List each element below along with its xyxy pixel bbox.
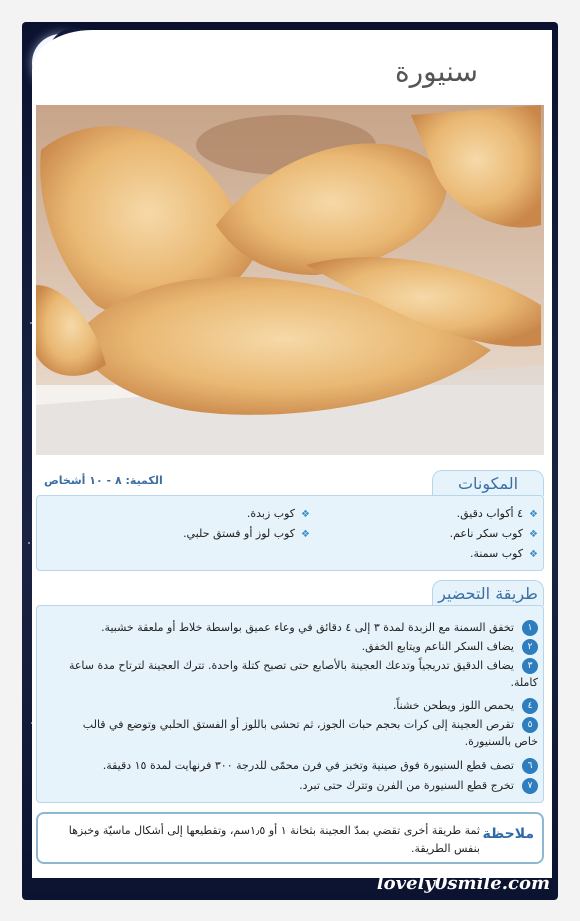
method-step: ٢يضاف السكر الناعم ويتابع الخفق. [68,638,538,655]
method-step: ٦تصف قطع السنيورة فوق صينية وتخبز في فرن محمّى للدرجة ٣٠٠ فرنهايت لمدة ١٥ دقيقة. [68,757,538,774]
ingredient-item: ❖كوب سكر ناعم. [449,527,538,540]
method-step: ٧تخرج قطع السنيورة من الفرن وتترك حتى تبرد. [68,777,538,794]
page-title: سنيورة [394,55,478,88]
method-heading: طريقة التحضير [438,584,538,603]
bullet-icon: ❖ [529,529,538,540]
ingredients-heading-tab [432,470,544,496]
method-step: ٥تقرص العجينة إلى كرات بحجم حبات الجوز، ثم تحشى باللوز أو الفستق الحلبي وتوضع في قالب خاص بالسنيورة. [82,718,538,748]
bullet-icon: ❖ [529,509,538,520]
bullet-icon: ❖ [529,549,538,560]
method-step: ١تخفق السمنة مع الزبدة لمدة ٣ إلى ٤ دقائق في وعاء عميق بواسطة خلاط أو ملعقة خشبية. [68,619,538,636]
method-step: ٤يحمص اللوز ويطحن خشناً. [68,697,538,714]
site-watermark: lovely0smile.com [376,873,550,894]
quantity-label: الكمية: ٨ - ١٠ أشخاص [44,474,163,487]
ingredient-item: ❖كوب لوز أو فستق حلبي. [183,527,310,540]
note-label: ملاحظة [482,826,534,842]
ingredient-item: ❖كوب سمنة. [469,547,538,560]
note-text: ثمة طريقة أخرى تقضي بمدّ العجينة بثخانة ١ أو ١٫٥سم، وتقطيعها إلى أشكال ماسيّة وخبزها بنفس الطريقة. [68,824,480,855]
method-heading-tab [432,580,544,606]
ingredient-item: ❖٤ أكواب دقيق. [456,507,538,520]
method-step: ٣يضاف الدقيق تدريجياً وتدعك العجينة بالأصابع حتى تصبح كتلة واحدة. تترك العجينة لترتاح مدة ساعة كاملة. [68,659,538,689]
bullet-icon: ❖ [301,529,310,540]
bullet-icon: ❖ [301,509,310,520]
note-box [36,812,544,864]
recipe-photo [36,105,544,455]
ingredients-heading: المكونات [457,474,519,493]
ingredient-item: ❖كوب زبدة. [246,507,310,520]
